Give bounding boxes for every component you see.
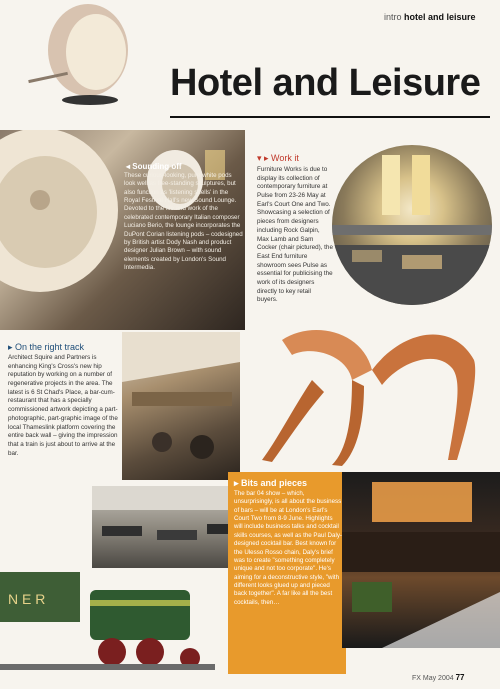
work-it-body: Furniture Works is due to display its collection of contemporary furniture at Pulse from 23-26 May at Earl's Court One and Two. Showcasing a selection of pieces from designers including Rock Galpin, Max Lamb and Sam Cocker (chair pictured), the East End furniture showroom sees Pulse as essential for publicising the work of its designers directly to key retail buyers. — [257, 166, 333, 304]
toy-train-image — [0, 560, 215, 678]
sounding-off-body: These curious-looking, pure white pods look well as free-standing sculptures, but also function as 'listening shells' in the Royal Festival Hall's new Sound Lounge. Devoted to the life and work of the celebrated contemporary Italian composer Luciano Berio, the lounge incorporates the DuPont Corian listening pods – codesigned by British artist Dody Nash and product designer Julian Brown – with sound elements created by London's Sound Intermedia. — [124, 172, 243, 271]
page-footer: FX May 2004 77 — [412, 673, 465, 682]
section-label: intro hotel and leisure — [384, 12, 476, 22]
title-rule — [170, 116, 490, 118]
bar-interior-photo — [122, 332, 240, 480]
furniture-show-photo — [332, 145, 492, 305]
train-lettering: N E R — [8, 591, 46, 607]
right-track-heading: ▸ On the right track — [8, 342, 85, 352]
work-it-heading: ▾ ▸ Work it — [257, 153, 299, 163]
right-track-body: Architect Squire and Partners is enhancing King's Cross's new hip reputation by working on a number of regenerative projects in the area. The latest is 6 St Chad's Place, a bar-cum-restaurant that has a specially commissioned artwork depicting a part-photographic, part-graphic image of the local Thameslink platform covering the entire back wall – giving the impression that a train is just about to arrive at the bar. — [8, 354, 118, 457]
listening-pod-image — [28, 0, 128, 112]
bits-and-pieces-body: The bar 04 show – which, unsurprisingly, is all about the business of bars – will be at London's Earl's Court Two from 8-9 June. Highlights will include business talks and cocktail skills courses, as well as the Paul Daly-designed cocktail bar. Best known for the Ulesso Rosso chain, Daly's brief was to create "something completely unique and not too corporate". He's aiming for a deconstructive style, "with different looks glued up and pieced back together". A far like all the best cocktails, then… — [234, 490, 342, 606]
page-title: Hotel and Leisure — [170, 62, 481, 104]
chair-image — [252, 300, 482, 470]
restaurant-photo — [92, 486, 242, 568]
sounding-off-heading: ◂ Sounding off — [126, 162, 182, 171]
bits-and-pieces-heading: ▸ Bits and pieces — [234, 478, 308, 488]
cocktail-bar-photo — [342, 472, 500, 648]
